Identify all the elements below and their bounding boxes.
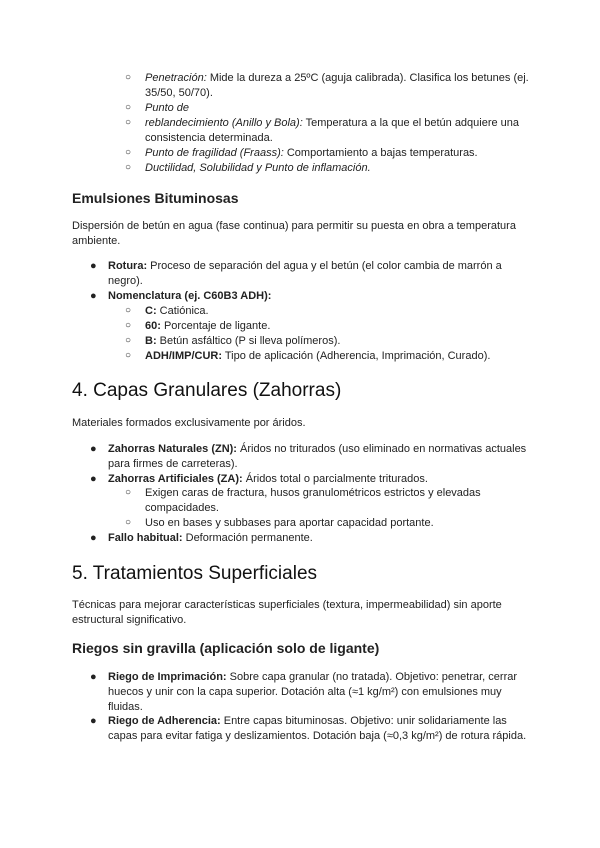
list-item: Ductilidad, Solubilidad y Punto de inflamación. bbox=[145, 162, 371, 174]
bullet-dot: ● bbox=[90, 473, 97, 485]
list-item: 60: Porcentaje de ligante. bbox=[145, 320, 271, 332]
paragraph: Dispersión de betún en agua (fase continua) para permitir su puesta en obra a temperatura ambiente. bbox=[72, 220, 516, 247]
section-heading: Emulsiones Bituminosas bbox=[72, 190, 239, 206]
list-item: B: Betún asfáltico (P si lleva polímeros). bbox=[145, 335, 341, 347]
bullet-circle: ○ bbox=[125, 487, 132, 498]
bullet-circle: ○ bbox=[125, 320, 132, 331]
list-item: Nomenclatura (ej. C60B3 ADH): bbox=[108, 290, 272, 302]
list-item: ADH/IMP/CUR: Tipo de aplicación (Adherencia, Imprimación, Curado). bbox=[145, 350, 491, 362]
section-heading: 4. Capas Granulares (Zahorras) bbox=[72, 380, 342, 401]
bullet-circle: ○ bbox=[125, 72, 132, 83]
bullet-circle: ○ bbox=[125, 517, 132, 528]
bullet-circle: ○ bbox=[125, 162, 132, 173]
paragraph: Materiales formados exclusivamente por áridos. bbox=[72, 417, 306, 429]
bullet-dot: ● bbox=[90, 443, 97, 455]
bullet-circle: ○ bbox=[125, 305, 132, 316]
list-item: Penetración: Mide la dureza a 25ºC (aguja calibrada). Clasifica los betunes (ej. 35/50, 50/70). bbox=[145, 72, 529, 99]
list-item: Riego de Imprimación: Sobre capa granular (no tratada). Objetivo: penetrar, cerrar huecos y unir con la capa superior. Dotación alta (≈1 kg/m²) con emulsiones muy fluidas. bbox=[108, 671, 518, 713]
bullet-circle: ○ bbox=[125, 335, 132, 346]
paragraph: Técnicas para mejorar características superficiales (textura, impermeabilidad) sin aporte estructural significativo. bbox=[72, 599, 502, 626]
bullet-dot: ● bbox=[90, 532, 97, 544]
bullet-dot: ● bbox=[90, 715, 97, 727]
list-item: Punto de fragilidad (Fraass): Comportamiento a bajas temperaturas. bbox=[145, 147, 478, 159]
bullet-circle: ○ bbox=[125, 350, 132, 361]
subsection-heading: Riegos sin gravilla (aplicación solo de ligante) bbox=[72, 640, 380, 656]
bullet-circle: ○ bbox=[125, 147, 132, 158]
list-item: C: Catiónica. bbox=[145, 305, 209, 317]
bullet-circle: ○ bbox=[125, 117, 132, 128]
list-item: Zahorras Naturales (ZN): Áridos no triturados (uso eliminado en normativas actuales para firmes de carreteras). bbox=[108, 443, 527, 470]
bullet-dot: ● bbox=[90, 260, 97, 272]
bullet-circle: ○ bbox=[125, 102, 132, 113]
list-item: Zahorras Artificiales (ZA): Áridos total o parcialmente triturados. bbox=[108, 473, 428, 485]
list-item: Uso en bases y subbases para aportar capacidad portante. bbox=[145, 517, 434, 529]
list-item: Riego de Adherencia: Entre capas bituminosas. Objetivo: unir solidariamente las capas para evitar fatiga y deslizamientos. Dotación baja (≈0,3 kg/m²) de rotura rápida. bbox=[108, 715, 527, 742]
section-heading: 5. Tratamientos Superficiales bbox=[72, 563, 318, 584]
list-item: Exigen caras de fractura, husos granulométricos estrictos y elevadas compacidades. bbox=[145, 487, 481, 514]
list-item: Punto de bbox=[145, 102, 190, 114]
bullet-dot: ● bbox=[90, 671, 97, 683]
list-item: Fallo habitual: Deformación permanente. bbox=[108, 532, 313, 544]
bullet-dot: ● bbox=[90, 290, 97, 302]
list-item: Rotura: Proceso de separación del agua y el betún (el color cambia de marrón a negro). bbox=[108, 260, 502, 287]
list-item: reblandecimiento (Anillo y Bola): Temperatura a la que el betún adquiere una consistencia determinada. bbox=[145, 117, 520, 144]
